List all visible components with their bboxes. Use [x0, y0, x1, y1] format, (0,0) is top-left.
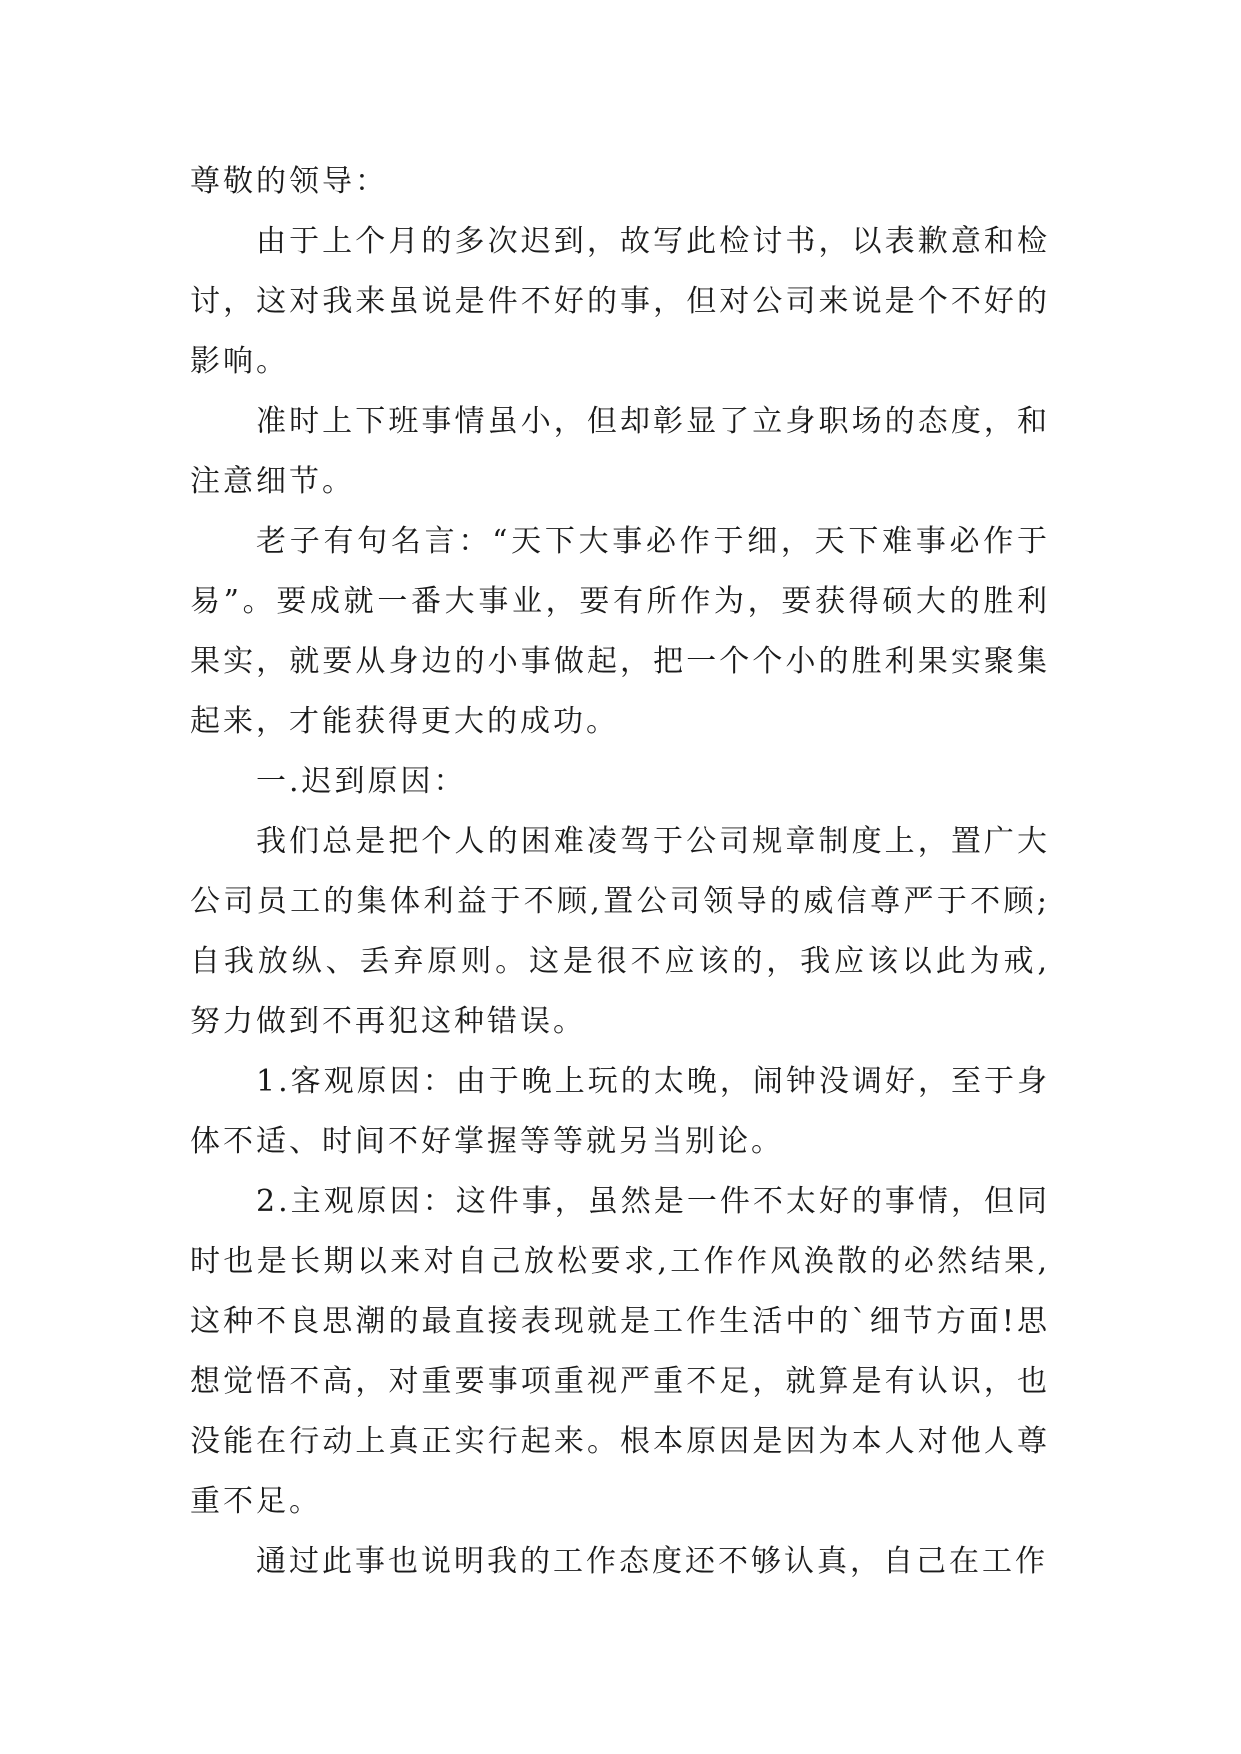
document-body: [190, 152, 1050, 1592]
paragraph-2: 准时上下班事情虽小，但却彰显了立身职场的态度，和注意细节。: [190, 404, 1050, 499]
paragraph-3: 老子有句名言：“天下大事必作于细，天下难事必作于易”。要成就一番大事业，要有所作为，要获得硕大的胜利果实，就要从身边的小事做起，把一个个小的胜利果实聚集起来，才能获得更大的成功。: [190, 524, 1050, 739]
paragraph-5: 通过此事也说明我的工作态度还不够认真，自己在工作: [256, 1544, 1048, 1579]
salutation: 尊敬的领导：: [190, 164, 388, 199]
section-heading-lateness-reasons: 一.迟到原因：: [256, 764, 467, 799]
objective-reason: 1.客观原因：由于晚上玩的太晚，闹钟没调好，至于身体不适、时间不好掌握等等就另当别论。: [190, 1064, 1050, 1159]
subjective-reason: 2.主观原因：这件事，虽然是一件不太好的事情，但同时也是长期以来对自己放松要求,工作作风涣散的必然结果,这种不良思潮的最直接表现就是工作生活中的`细节方面!思想觉悟不高，对重要事项重视严重不足，就算是有认识，也没能在行动上真正实行起来。根本原因是因为本人对他人尊重不足。: [190, 1184, 1050, 1519]
paragraph-4: 我们总是把个人的困难凌驾于公司规章制度上，置广大公司员工的集体利益于不顾,置公司领导的威信尊严于不顾;自我放纵、丢弃原则。这是很不应该的，我应该以此为戒,努力做到不再犯这种错误。: [190, 824, 1050, 1039]
paragraph-1: 由于上个月的多次迟到，故写此检讨书，以表歉意和检讨，这对我来虽说是件不好的事，但对公司来说是个不好的影响。: [190, 224, 1050, 379]
